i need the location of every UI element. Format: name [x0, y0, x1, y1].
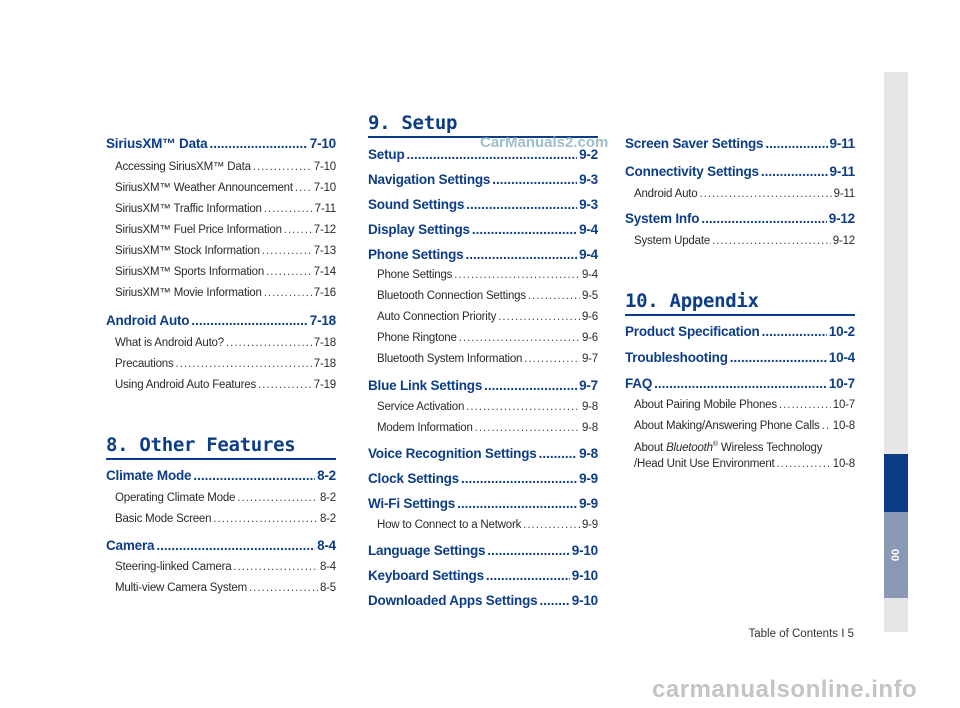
watermark-text: CarManuals2.com	[480, 134, 609, 151]
toc-subentry-bluetooth-line2[interactable]: /Head Unit Use Environment ..... 10-8	[625, 458, 855, 470]
toc-entry-troubleshooting[interactable]: Troubleshooting ..... 10-4	[625, 350, 855, 365]
toc-entry-downloaded-apps-settings[interactable]: Downloaded Apps Settings ..... 9-10	[368, 593, 598, 608]
toc-subentry[interactable]: SiriusXM™ Sports Information ..... 7-14	[106, 266, 336, 278]
toc-entry-keyboard-settings[interactable]: Keyboard Settings ..... 9-10	[368, 568, 598, 583]
toc-entry-sound-settings[interactable]: Sound Settings ..... 9-3	[368, 197, 598, 212]
toc-subentry[interactable]: Android Auto ..... 9-11	[625, 188, 855, 200]
toc-subentry[interactable]: Steering-linked Camera ..... 8-4	[106, 561, 336, 573]
toc-subentry[interactable]: System Update ..... 9-12	[625, 235, 855, 247]
toc-entry-screen-saver-settings[interactable]: Screen Saver Settings ..... 9-11	[625, 136, 855, 151]
toc-subentry[interactable]: SiriusXM™ Fuel Price Information ..... 7-12	[106, 224, 336, 236]
toc-entry-wifi-settings[interactable]: Wi-Fi Settings ..... 9-9	[368, 496, 598, 511]
toc-subentry[interactable]: Phone Settings ..... 9-4	[368, 269, 598, 281]
toc-entry-clock-settings[interactable]: Clock Settings ..... 9-9	[368, 471, 598, 486]
toc-subentry[interactable]: How to Connect to a Network ..... 9-9	[368, 519, 598, 531]
toc-entry-language-settings[interactable]: Language Settings ..... 9-10	[368, 543, 598, 558]
toc-entry-voice-recognition-settings[interactable]: Voice Recognition Settings ..... 9-8	[368, 446, 598, 461]
toc-entry-siriusxm-data[interactable]: SiriusXM™ Data ..... 7-10	[106, 136, 336, 151]
toc-entry-navigation-settings[interactable]: Navigation Settings ..... 9-3	[368, 172, 598, 187]
toc-subentry[interactable]: Bluetooth System Information ..... 9-7	[368, 353, 598, 365]
toc-entry-faq[interactable]: FAQ ..... 10-7	[625, 376, 855, 391]
chapter-title-9: 9. Setup	[368, 112, 598, 138]
toc-entry-connectivity-settings[interactable]: Connectivity Settings ..... 9-11	[625, 164, 855, 179]
chapter-title-8: 8. Other Features	[106, 434, 336, 460]
toc-subentry[interactable]: SiriusXM™ Traffic Information ..... 7-11	[106, 203, 336, 215]
toc-subentry[interactable]: Modem Information ..... 9-8	[368, 422, 598, 434]
toc-subentry[interactable]: Operating Climate Mode ..... 8-2	[106, 492, 336, 504]
toc-subentry[interactable]: About Making/Answering Phone Calls ..... 10-8	[625, 420, 855, 432]
toc-subentry[interactable]: SiriusXM™ Movie Information ..... 7-16	[106, 287, 336, 299]
toc-entry-setup[interactable]: Setup ..... 9-2	[368, 147, 598, 162]
toc-subentry[interactable]: About Pairing Mobile Phones ..... 10-7	[625, 399, 855, 411]
watermark-footer-text: carmanualsonline.info	[652, 676, 918, 703]
toc-entry-climate-mode[interactable]: Climate Mode ..... 8-2	[106, 468, 336, 483]
toc-subentry[interactable]: Precautions ..... 7-18	[106, 358, 336, 370]
toc-subentry[interactable]: Bluetooth Connection Settings ..... 9-5	[368, 290, 598, 302]
toc-entry-display-settings[interactable]: Display Settings ..... 9-4	[368, 222, 598, 237]
toc-subentry[interactable]: Using Android Auto Features ..... 7-19	[106, 379, 336, 391]
page-footer: Table of Contents I 5	[748, 628, 854, 640]
toc-entry-camera[interactable]: Camera ..... 8-4	[106, 538, 336, 553]
toc-subentry[interactable]: Auto Connection Priority ..... 9-6	[368, 311, 598, 323]
toc-subentry[interactable]: Basic Mode Screen ..... 8-2	[106, 513, 336, 525]
toc-subentry[interactable]: What is Android Auto? ..... 7-18	[106, 337, 336, 349]
toc-entry-android-auto[interactable]: Android Auto ..... 7-18	[106, 313, 336, 328]
toc-entry-phone-settings[interactable]: Phone Settings ..... 9-4	[368, 247, 598, 262]
toc-entry-system-info[interactable]: System Info ..... 9-12	[625, 211, 855, 226]
side-tab-chapter[interactable]: 00	[884, 512, 908, 598]
toc-entry-blue-link-settings[interactable]: Blue Link Settings ..... 9-7	[368, 378, 598, 393]
toc-entry-product-specification[interactable]: Product Specification ..... 10-2	[625, 324, 855, 339]
toc-subentry-bluetooth[interactable]: About Bluetooth® Wireless Technology	[634, 441, 823, 454]
toc-subentry[interactable]: SiriusXM™ Stock Information ..... 7-13	[106, 245, 336, 257]
toc-subentry[interactable]: Multi-view Camera System ..... 8-5	[106, 582, 336, 594]
toc-subentry[interactable]: SiriusXM™ Weather Announcement ..... 7-10	[106, 182, 336, 194]
toc-subentry[interactable]: Accessing SiriusXM™ Data ..... 7-10	[106, 161, 336, 173]
toc-subentry[interactable]: Phone Ringtone ..... 9-6	[368, 332, 598, 344]
chapter-title-10: 10. Appendix	[625, 290, 855, 316]
toc-subentry[interactable]: Service Activation ..... 9-8	[368, 401, 598, 413]
